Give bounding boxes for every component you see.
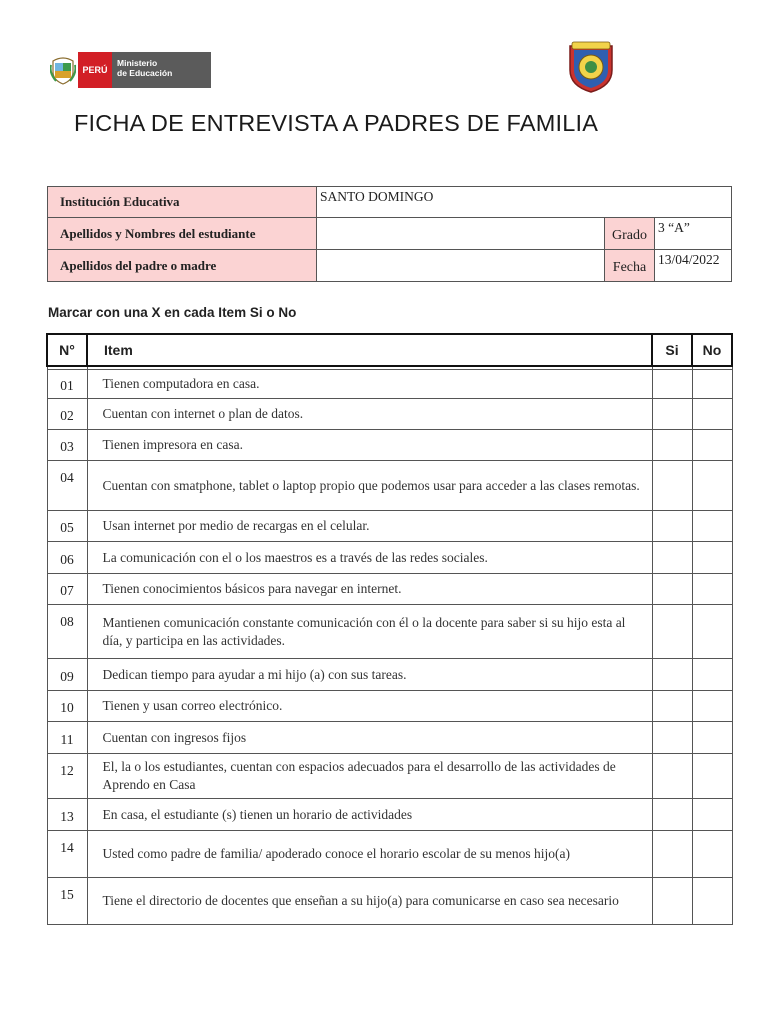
row-item-text: Mantienen comunicación constante comunicación con él o la docente para saber si su hijo esta al día, y participa en las actividades. (87, 605, 652, 659)
header-si: Si (652, 334, 692, 366)
row-item-text: Tienen y usan correo electrónico. (87, 691, 652, 722)
minedu-country: PERÚ (78, 52, 112, 88)
row-no-cell[interactable] (692, 799, 732, 831)
row-si-cell[interactable] (652, 799, 692, 831)
row-no-cell[interactable] (692, 878, 732, 925)
row-item-text: El, la o los estudiantes, cuentan con espacios adecuados para el desarrollo de las actividades de Aprendo en Casa (87, 754, 652, 799)
grade-value[interactable]: 3 “A” (655, 218, 732, 250)
row-no-cell[interactable] (692, 542, 732, 574)
header-number: N° (47, 334, 87, 366)
row-no-cell[interactable] (692, 831, 732, 878)
row-no-cell[interactable] (692, 370, 732, 399)
row-no-cell[interactable] (692, 754, 732, 799)
row-item-text: Tiene el directorio de docentes que enseñan a su hijo(a) para comunicarse en caso sea necesario (87, 878, 652, 925)
peru-coat-of-arms-icon (48, 52, 78, 88)
row-number: 05 (47, 511, 87, 542)
row-no-cell[interactable] (692, 605, 732, 659)
minedu-line2: de Educación (117, 68, 173, 78)
row-number: 12 (47, 754, 87, 799)
row-number: 09 (47, 659, 87, 691)
row-si-cell[interactable] (652, 430, 692, 461)
student-name-field[interactable] (317, 218, 605, 250)
header-item: Item (87, 334, 652, 366)
table-row (47, 461, 732, 511)
row-si-cell[interactable] (652, 691, 692, 722)
row-no-cell[interactable] (692, 511, 732, 542)
row-no-cell[interactable] (692, 659, 732, 691)
table-row (47, 370, 732, 399)
row-si-cell[interactable] (652, 461, 692, 511)
minedu-line1: Ministerio (117, 58, 158, 68)
row-number: 02 (47, 399, 87, 430)
row-number: 08 (47, 605, 87, 659)
row-si-cell[interactable] (652, 722, 692, 754)
minedu-logo (48, 52, 211, 88)
row-si-cell[interactable] (652, 659, 692, 691)
row-si-cell[interactable] (652, 574, 692, 605)
school-crest-icon (566, 40, 616, 94)
row-number: 06 (47, 542, 87, 574)
table-row (47, 399, 732, 430)
institution-label: Institución Educativa (48, 187, 317, 218)
row-no-cell[interactable] (692, 691, 732, 722)
row-no-cell[interactable] (692, 399, 732, 430)
row-number: 14 (47, 831, 87, 878)
table-row (47, 574, 732, 605)
student-name-label: Apellidos y Nombres del estudiante (48, 218, 317, 250)
table-row (47, 430, 732, 461)
row-item-text: Usted como padre de familia/ apoderado conoce el horario escolar de su menos hijo(a) (87, 831, 652, 878)
table-row (47, 722, 732, 754)
row-item-text: Tienen computadora en casa. (87, 370, 652, 399)
minedu-name (112, 52, 211, 88)
row-item-text: Dedican tiempo para ayudar a mi hijo (a) con sus tareas. (87, 659, 652, 691)
row-si-cell[interactable] (652, 831, 692, 878)
table-row (47, 542, 732, 574)
table-row (47, 659, 732, 691)
row-item-text: Cuentan con smatphone, tablet o laptop propio que podemos usar para acceder a las clases remotas. (87, 461, 652, 511)
row-item-text: Cuentan con internet o plan de datos. (87, 399, 652, 430)
institution-value[interactable]: SANTO DOMINGO (317, 187, 732, 218)
row-si-cell[interactable] (652, 370, 692, 399)
row-si-cell[interactable] (652, 878, 692, 925)
row-item-text: Cuentan con ingresos fijos (87, 722, 652, 754)
row-si-cell[interactable] (652, 754, 692, 799)
row-number: 01 (47, 370, 87, 399)
document-title: FICHA DE ENTREVISTA A PADRES DE FAMILIA (74, 110, 599, 136)
table-row (47, 754, 732, 799)
row-number: 13 (47, 799, 87, 831)
row-no-cell[interactable] (692, 430, 732, 461)
row-si-cell[interactable] (652, 605, 692, 659)
row-number: 11 (47, 722, 87, 754)
row-number: 03 (47, 430, 87, 461)
row-si-cell[interactable] (652, 399, 692, 430)
interview-items-table (46, 333, 733, 925)
table-row (47, 799, 732, 831)
row-item-text: Tienen conocimientos básicos para navegar en internet. (87, 574, 652, 605)
row-item-text: En casa, el estudiante (s) tienen un horario de actividades (87, 799, 652, 831)
date-label: Fecha (605, 250, 655, 282)
row-no-cell[interactable] (692, 722, 732, 754)
instruction-text: Marcar con una X en cada Item Si o No (48, 305, 297, 320)
row-si-cell[interactable] (652, 511, 692, 542)
parent-name-label: Apellidos del padre o madre (48, 250, 317, 282)
grade-label: Grado (605, 218, 655, 250)
row-number: 07 (47, 574, 87, 605)
table-row (47, 605, 732, 659)
table-row (47, 878, 732, 925)
row-number: 15 (47, 878, 87, 925)
row-item-text: Tienen impresora en casa. (87, 430, 652, 461)
row-item-text: La comunicación con el o los maestros es a través de las redes sociales. (87, 542, 652, 574)
parent-name-field[interactable] (317, 250, 605, 282)
row-si-cell[interactable] (652, 542, 692, 574)
row-no-cell[interactable] (692, 461, 732, 511)
student-info-table (47, 186, 732, 282)
table-row (47, 511, 732, 542)
row-number: 10 (47, 691, 87, 722)
row-no-cell[interactable] (692, 574, 732, 605)
table-row (47, 691, 732, 722)
table-row (47, 831, 732, 878)
header-no: No (692, 334, 732, 366)
date-value[interactable]: 13/04/2022 (655, 250, 732, 282)
row-item-text: Usan internet por medio de recargas en el celular. (87, 511, 652, 542)
row-number: 04 (47, 461, 87, 511)
